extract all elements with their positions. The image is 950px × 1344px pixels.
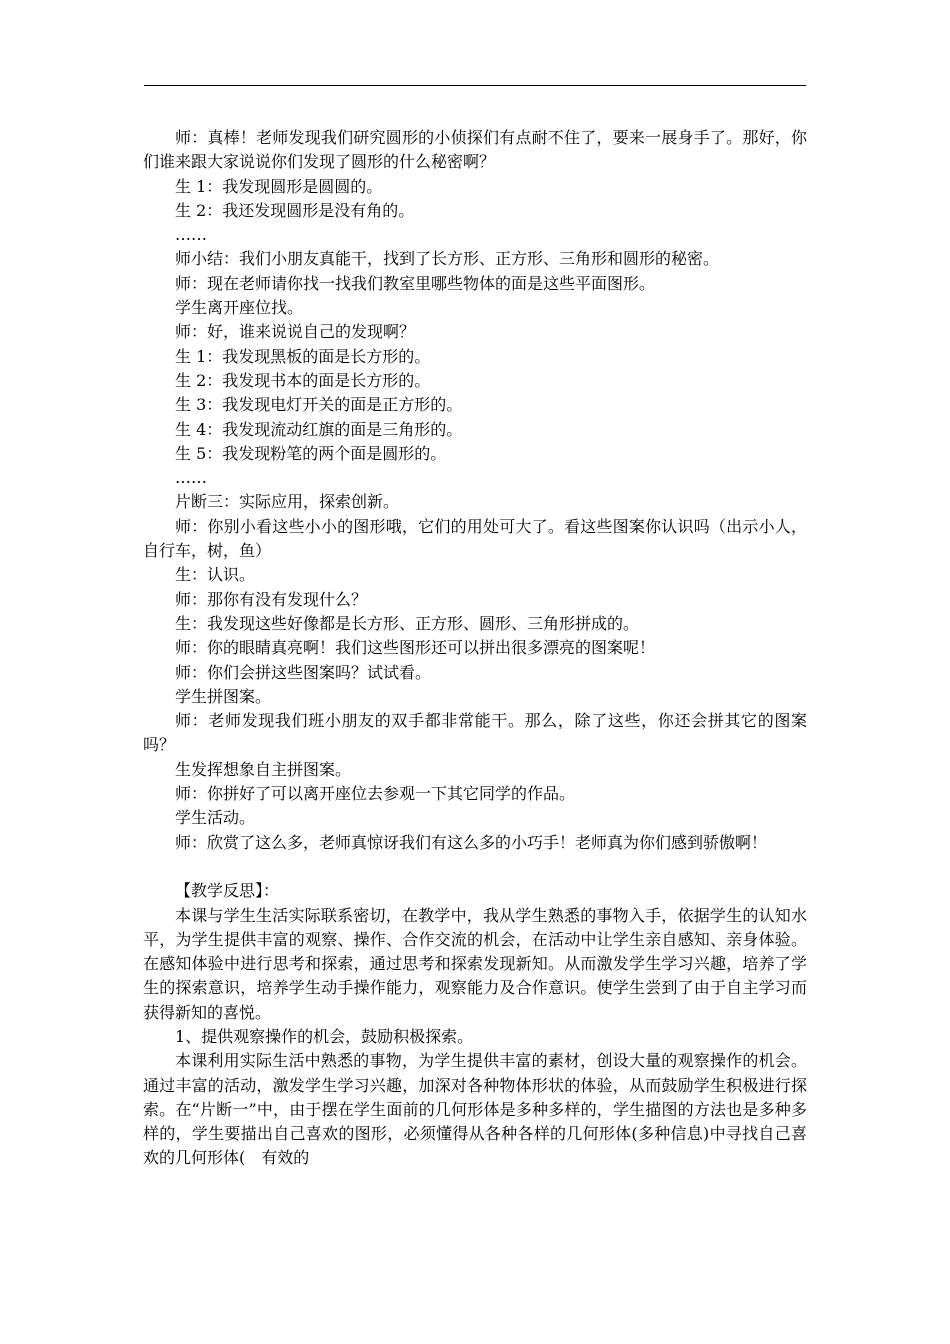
paragraph: 师：现在老师请你找一找我们教室里哪些物体的面是这些平面图形。 (175, 273, 656, 293)
reflection-paragraph: 本课利用实际生活中熟悉的事物，为学生提供丰富的素材，创设大量的观察操作的机会。通过丰富的活动，激发学生学习兴趣，加深对各种物体形状的体验，从而鼓励学生积极进行探索。在“片断一”中，由于摆在学生面前的几何形体是多种多样的，学生描图的方法也是多种多样的，学生要描出自己喜欢的图形，必须懂得从各种各样的几何形体(多种信息)中寻找自己喜欢的几何形体( 有效的 (143, 1051, 807, 1168)
paragraph: 学生拼图案。 (175, 686, 272, 706)
paragraph: 师小结：我们小朋友真能干，找到了长方形、正方形、三角形和圆形的秘密。 (175, 249, 720, 269)
paragraph: 生 3：我发现电灯开关的面是正方形的。 (175, 395, 463, 415)
paragraph: 生 5：我发现粉笔的两个面是圆形的。 (175, 443, 447, 463)
paragraph: 师：老师发现我们班小朋友的双手都非常能干。那么，除了这些，你还会拼其它的图案吗？ (143, 711, 807, 755)
ellipsis-line: …… (175, 225, 207, 245)
paragraph: 生：我发现这些好像都是长方形、正方形、圆形、三角形拼成的。 (175, 613, 640, 633)
paragraph: 师：那你有没有发现什么？ (175, 589, 368, 609)
ellipsis-line: …… (175, 468, 207, 488)
paragraph: 学生离开座位找。 (175, 298, 304, 318)
header-rule (144, 85, 806, 86)
paragraph: 生 4：我发现流动红旗的面是三角形的。 (175, 419, 463, 439)
paragraph: 生 2：我还发现圆形是没有角的。 (175, 200, 415, 220)
paragraph: 生：认识。 (175, 565, 256, 585)
blank-line (143, 855, 807, 879)
reflection-heading: 【教学反思】： (175, 881, 280, 901)
reflection-subheading: 1、提供观察操作的机会，鼓励积极探索。 (175, 1026, 474, 1046)
paragraph: 生 1：我发现圆形是圆圆的。 (175, 176, 383, 196)
paragraph: 师：真棒！老师发现我们研究圆形的小侦探们有点耐不住了，要来一展身手了。那好，你们谁来跟大家说说你们发现了圆形的什么秘密啊？ (143, 128, 807, 172)
reflection-paragraph: 本课与学生生活实际联系密切，在教学中，我从学生熟悉的事物入手，依据学生的认知水平，为学生提供丰富的观察、操作、合作交流的机会，在活动中让学生亲自感知、亲身体验。在感知体验中进行思考和探索，通过思考和探索发现新知。从而激发学生学习兴趣，培养了学生的探索意识，培养学生动手操作能力，观察能力及合作意识。使学生尝到了由于自主学习而获得新知的喜悦。 (143, 905, 807, 1022)
paragraph: 师：你的眼睛真亮啊！我们这些图形还可以拼出很多漂亮的图案呢！ (175, 638, 656, 658)
paragraph: 师：你别小看这些小小的图形哦，它们的用处可大了。看这些图案你认识吗（出示小人，自行车，树，鱼） (143, 516, 807, 561)
paragraph: 师：你拼好了可以离开座位去参观一下其它同学的作品。 (175, 784, 576, 804)
paragraph: 生 1：我发现黑板的面是长方形的。 (175, 346, 431, 366)
paragraph: 师：欣赏了这么多，老师真惊讶我们有这么多的小巧手！老师真为你们感到骄傲啊！ (175, 832, 768, 852)
paragraph: 生 2：我发现书本的面是长方形的。 (175, 370, 431, 390)
section-heading: 片断三：实际应用，探索创新。 (175, 492, 400, 512)
paragraph: 师：好，谁来说说自己的发现啊？ (175, 322, 416, 342)
paragraph: 学生活动。 (175, 808, 256, 828)
document-body (143, 126, 807, 1171)
paragraph: 生发挥想象自主拼图案。 (175, 759, 352, 779)
paragraph: 师：你们会拼这些图案吗？试试看。 (175, 662, 432, 682)
